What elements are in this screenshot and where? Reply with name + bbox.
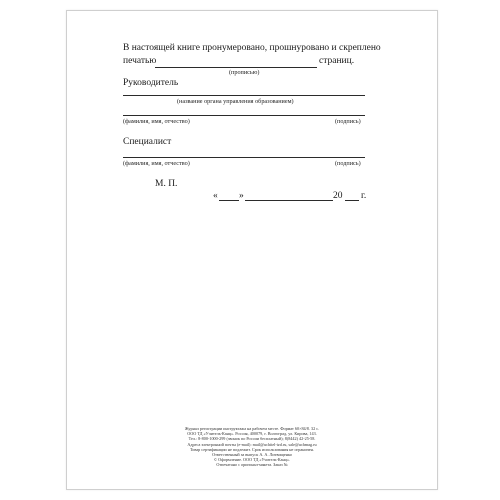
date-open-quote: «: [213, 191, 218, 201]
imprint-line: Тел.: 8-800-1000-299 (звонок по России бесплатный); 8(8442) 42-25-58.: [188, 436, 316, 442]
head-signature-caption: (подпись): [335, 118, 361, 125]
in-words-caption: (прописью): [229, 69, 260, 76]
head-name-signature-line: [123, 115, 365, 116]
imprint-line: Товар сертификации не подлежит. Срок использования не ограничен.: [190, 446, 314, 452]
imprint-footer: [67, 426, 437, 468]
head-label: Руководитель: [123, 78, 179, 88]
date-year-suffix: г.: [361, 191, 367, 201]
certification-text-line-1: В настоящей книге пронумеровано, прошнуровано и скреплено: [123, 43, 381, 53]
stamp-place-label: М. П.: [155, 179, 178, 189]
imprint-line: Отпечатано с оригинал-макета. Заказ №: [216, 462, 288, 468]
document-page: [66, 10, 438, 490]
certification-text-line-2-prefix: печатью: [123, 56, 157, 66]
specialist-label: Специалист: [123, 137, 172, 147]
imprint-line: © Оформление. ООО ТД «Учитель-Канц».: [213, 457, 291, 463]
head-name-caption: (фамилия, имя, отчество): [123, 118, 190, 125]
imprint-line: Адреса электронной почты (e-mail): mail@uchitel-izd.ru, sale@uchmag.ru: [187, 441, 317, 447]
certification-text-line-2-suffix: страниц.: [319, 56, 355, 66]
specialist-name-signature-line: [123, 157, 365, 158]
org-name-blank-line: [123, 95, 365, 96]
date-year-prefix: 20: [333, 191, 343, 201]
specialist-signature-caption: (подпись): [335, 160, 361, 167]
date-year-blank: [345, 200, 359, 201]
specialist-name-caption: (фамилия, имя, отчество): [123, 160, 190, 167]
date-month-blank: [245, 200, 333, 201]
imprint-line: ООО ТД «Учитель-Канц». Россия, 400079, г. Волгоград, ул. Кирова, 143.: [187, 431, 317, 437]
page-count-blank-line: [155, 67, 317, 68]
imprint-line: Ответственный за выпуск А. А. Литвищенко: [212, 452, 292, 458]
date-close-quote: »: [239, 191, 244, 201]
imprint-line: Журнал регистрации инструктажа на рабочем месте. Формат 60×84/8. 32 с.: [184, 426, 320, 431]
org-name-caption: (название органа управления образованием): [177, 98, 294, 105]
date-day-blank: [219, 200, 239, 201]
